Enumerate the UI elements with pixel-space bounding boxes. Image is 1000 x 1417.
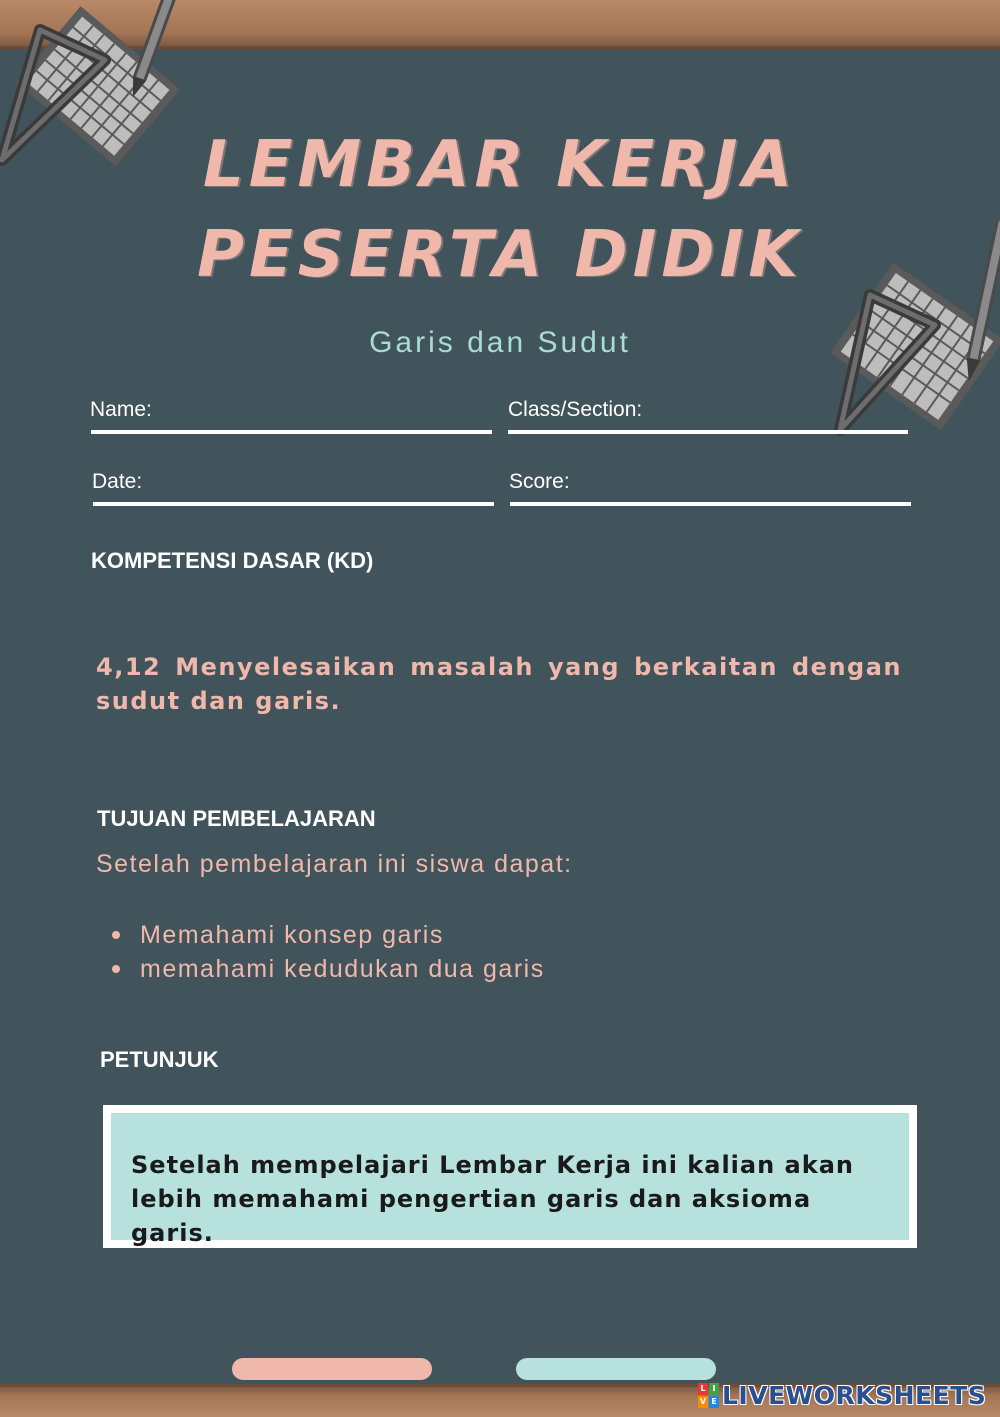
page-subtitle: Garis dan Sudut bbox=[369, 326, 631, 359]
score-field[interactable] bbox=[510, 502, 911, 506]
liveworksheets-wordmark: LIVEWORKSHEETS bbox=[722, 1380, 987, 1410]
page-title-line2: PESERTA DIDIK bbox=[197, 218, 803, 292]
class-section-label: Class/Section: bbox=[508, 398, 643, 421]
tujuan-intro: Setelah pembelajaran ini siswa dapat: bbox=[96, 850, 573, 878]
liveworksheets-logo[interactable] bbox=[698, 1381, 986, 1409]
name-label: Name: bbox=[90, 398, 152, 421]
petunjuk-text: Setelah mempelajari Lembar Kerja ini kalian akan lebih memahami pengertian garis dan aksioma garis. bbox=[111, 1113, 909, 1240]
list-item: Memahami konsep garis bbox=[112, 918, 545, 952]
class-section-field[interactable] bbox=[508, 430, 908, 434]
list-item: memahami kedudukan dua garis bbox=[112, 952, 545, 986]
name-field[interactable] bbox=[91, 430, 492, 434]
score-label: Score: bbox=[509, 470, 570, 493]
mint-chalk-icon bbox=[516, 1358, 716, 1380]
petunjuk-box bbox=[103, 1105, 917, 1248]
date-field[interactable] bbox=[93, 502, 494, 506]
petunjuk-heading: PETUNJUK bbox=[100, 1047, 219, 1072]
tujuan-heading: TUJUAN PEMBELAJARAN bbox=[97, 806, 376, 831]
kd-text: 4,12 Menyelesaikan masalah yang berkaitan dengan sudut dan garis. bbox=[96, 653, 902, 715]
kd-heading: KOMPETENSI DASAR (KD) bbox=[91, 548, 374, 573]
pink-chalk-icon bbox=[232, 1358, 432, 1380]
liveworksheets-icon: L I V E bbox=[698, 1383, 719, 1408]
page-title-line1: LEMBAR KERJA bbox=[203, 128, 797, 202]
bullet-icon bbox=[112, 931, 120, 939]
bullet-icon bbox=[112, 965, 120, 973]
tujuan-list bbox=[112, 918, 545, 986]
date-label: Date: bbox=[92, 470, 143, 493]
